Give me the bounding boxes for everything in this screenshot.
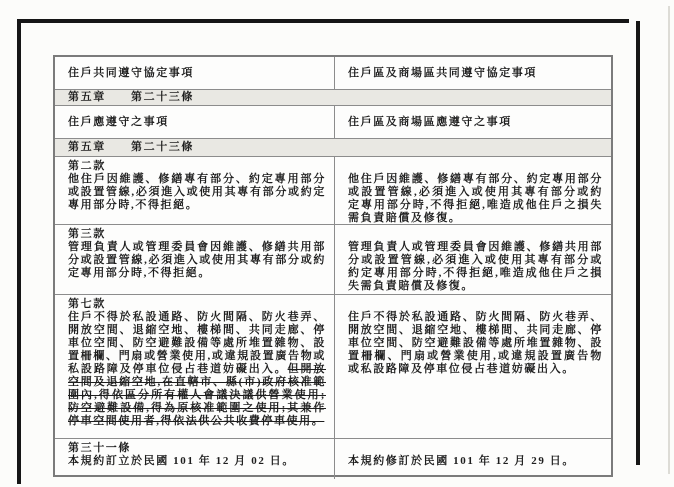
header1-right-cell xyxy=(335,57,611,89)
clause7-label: 第七款 xyxy=(68,298,106,310)
clause3-left-text: 管理負責人或管理委員會因維護、修繕共用部分或設置管線,必須進入或使用其專有部分或約定專用部分時,不得拒絕。 xyxy=(68,241,326,279)
page-border-left xyxy=(17,19,21,484)
clause7-left-text: 住戶不得於私設通路、防火間隔、防火巷弄、開放空間、退縮空地、樓梯間、共同走廊、停車位空間、防空避難設備等處所堆置雜物、設置柵欄、門扇或營業使用,或違規設置廣告物或私設路障及停車位侵占巷道妨礙出入。但開放空間及退縮空地,在直轄市、縣(市)政府核准範圍內,得依區分所有權人會議決議供營業使用;防空避難設備,得為原核准範圍之使用;其兼作停車空間使用者,得依法供公共收費停車使用。 xyxy=(68,311,326,427)
section-band-1 xyxy=(55,90,611,106)
article31-left-text: 本規約訂立於民國 101 年 12 月 02 日。 xyxy=(68,455,295,467)
header2-left-cell xyxy=(55,106,335,138)
article31-left-cell xyxy=(55,439,335,479)
header1-left-text: 住戶共同遵守協定事項 xyxy=(68,66,194,79)
clause2-left-text: 他住戶因維護、修繕專有部分、約定專用部分或設置管線,必須進入或使用其專有部分或約定專用部分時,不得拒絕。 xyxy=(68,173,326,211)
header2-left-text: 住戶應遵守之事項 xyxy=(68,115,169,128)
table-row-clause7 xyxy=(55,295,611,439)
clause7-right-cell xyxy=(335,295,611,438)
table-row-clause3 xyxy=(55,225,611,295)
article31-right-text: 本規約修訂於民國 101 年 12 月 29 日。 xyxy=(348,455,575,467)
section-band-1-text: 第五章 第二十三條 xyxy=(68,91,194,103)
regulation-comparison-table xyxy=(53,55,613,477)
clause2-right-cell xyxy=(335,157,611,224)
clause3-right-cell xyxy=(335,225,611,294)
header2-right-cell xyxy=(335,106,611,138)
header1-right-text: 住戶區及商場區共同遵守協定事項 xyxy=(348,66,537,79)
header1-left-cell xyxy=(55,57,335,89)
clause3-label: 第三款 xyxy=(68,228,106,240)
table-row-article31 xyxy=(55,439,611,479)
clause3-left-cell xyxy=(55,225,335,294)
clause3-right-text: 管理負責人或管理委員會因維護、修繕共用部分或設置管線,必須進入或使用其專有部分或約定專用部分時,不得拒絕,唯造成他住戶之損失需負責賠償及修復。 xyxy=(348,241,603,292)
page-border-right xyxy=(636,21,640,465)
clause7-struck-text: 但開放空間及退縮空地,在直轄市、縣(市)政府核准範圍內,得依區分所有權人會議決議供營業使用;防空避難設備,得為原核准範圍之使用;其兼作停車空間使用者,得依法供公共收費停車使用。 xyxy=(68,363,326,427)
page-edge-shadow-line xyxy=(668,6,670,474)
clause2-left-cell xyxy=(55,157,335,224)
section-band-2 xyxy=(55,139,611,157)
article31-label: 第三十一條 xyxy=(68,442,131,454)
clause2-label: 第二款 xyxy=(68,160,106,172)
table-row-clause2 xyxy=(55,157,611,225)
clause7-right-text: 住戶不得於私設通路、防火間隔、防火巷弄、開放空間、退縮空地、樓梯間、共同走廊、停車位空間、防空避難設備等處所堆置雜物、設置柵欄、門扇或營業使用,或違規設置廣告物或私設路障及停車位侵占巷道妨礙出入。 xyxy=(348,311,603,375)
clause7-left-cell xyxy=(55,295,335,438)
table-row-header1 xyxy=(55,57,611,90)
header2-right-text: 住戶區及商場區應遵守之事項 xyxy=(348,115,512,128)
article31-right-cell xyxy=(335,439,611,479)
table-row-header2 xyxy=(55,106,611,139)
clause2-right-text: 他住戶因維護、修繕專有部分、約定專用部分或設置管線,必須進入或使用其專有部分或約定專用部分時,不得拒絕,唯造成他住戶之損失需負責賠償及修復。 xyxy=(348,173,603,224)
section-band-2-text: 第五章 第二十三條 xyxy=(68,141,194,153)
page-border-top xyxy=(18,19,629,23)
